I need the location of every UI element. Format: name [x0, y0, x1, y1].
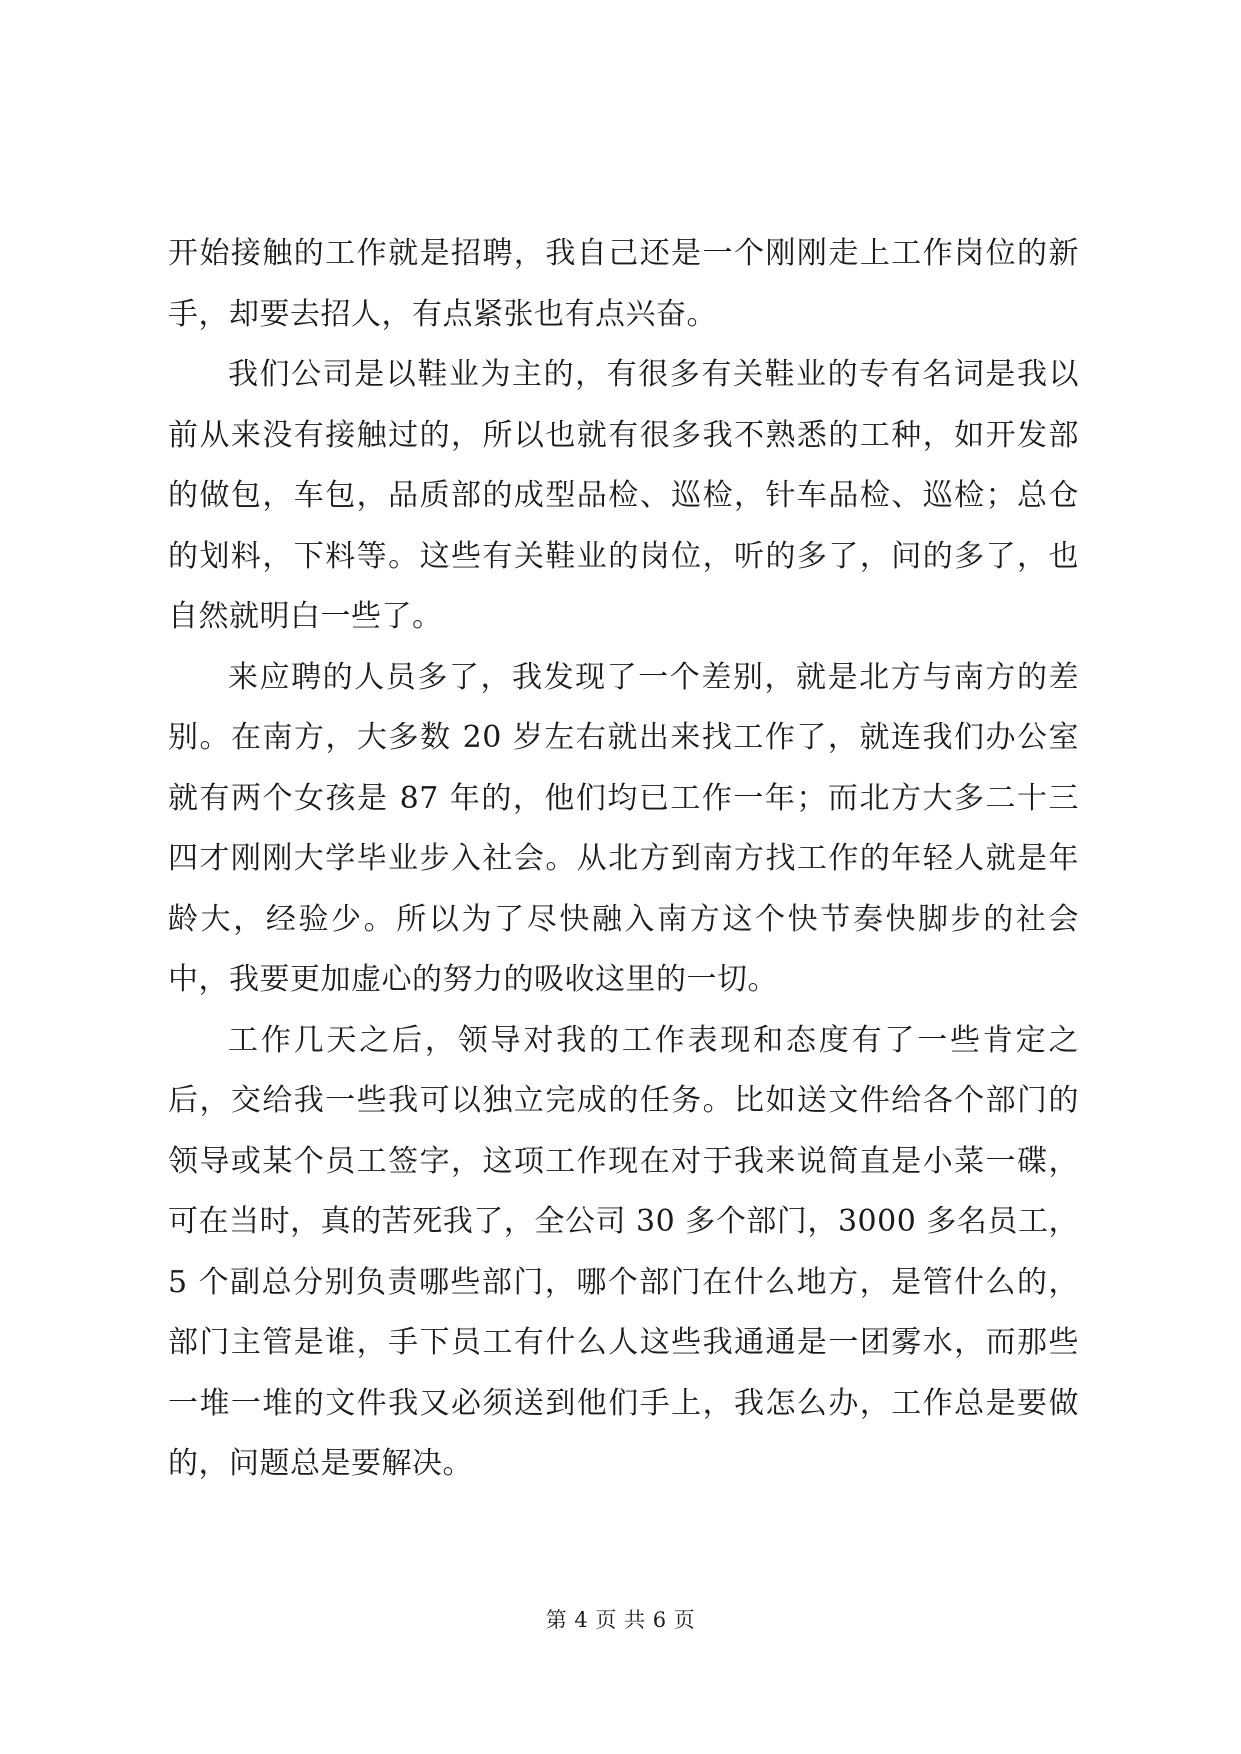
paragraph-2: 我们公司是以鞋业为主的，有很多有关鞋业的专有名词是我以前从来没有接触过的，所以也就有很多我不熟悉的工种，如开发部的做包，车包，品质部的成型品检、巡检，针车品检、巡检；总仓的划料，下料等。这些有关鞋业的岗位，听的多了，问的多了，也自然就明白一些了。: [168, 357, 1079, 634]
paragraph-3: 来应聘的人员多了，我发现了一个差别，就是北方与南方的差别。在南方，大多数 20 岁左右就出来找工作了，就连我们办公室就有两个女孩是 87 年的，他们均已工作一年；而北方大多二十三四才刚刚大学毕业步入社会。从北方到南方找工作的年轻人就是年龄大，经验少。所以为了尽快融入南方这个快节奏快脚步的社会中，我要更加虚心的努力的吸收这里的一切。: [168, 659, 1079, 997]
page-footer: 第 4 页 共 6 页: [545, 1608, 696, 1632]
document-body: [168, 224, 1079, 1495]
paragraph-4: 工作几天之后，领导对我的工作表现和态度有了一些肯定之后，交给我一些我可以独立完成的任务。比如送文件给各个部门的领导或某个员工签字，这项工作现在对于我来说简直是小菜一碟，可在当时，真的苦死我了，全公司 30 多个部门，3000 多名员工，5 个副总分别负责哪些部门，哪个部门在什么地方，是管什么的，部门主管是谁，手下员工有什么人这些我通通是一团雾水，而那些一堆一堆的文件我又必须送到他们手上，我怎么办，工作总是要做的，问题总是要解决。: [168, 1022, 1079, 1481]
paragraph-1: 开始接触的工作就是招聘，我自己还是一个刚刚走上工作岗位的新手，却要去招人，有点紧张也有点兴奋。: [168, 236, 1079, 332]
